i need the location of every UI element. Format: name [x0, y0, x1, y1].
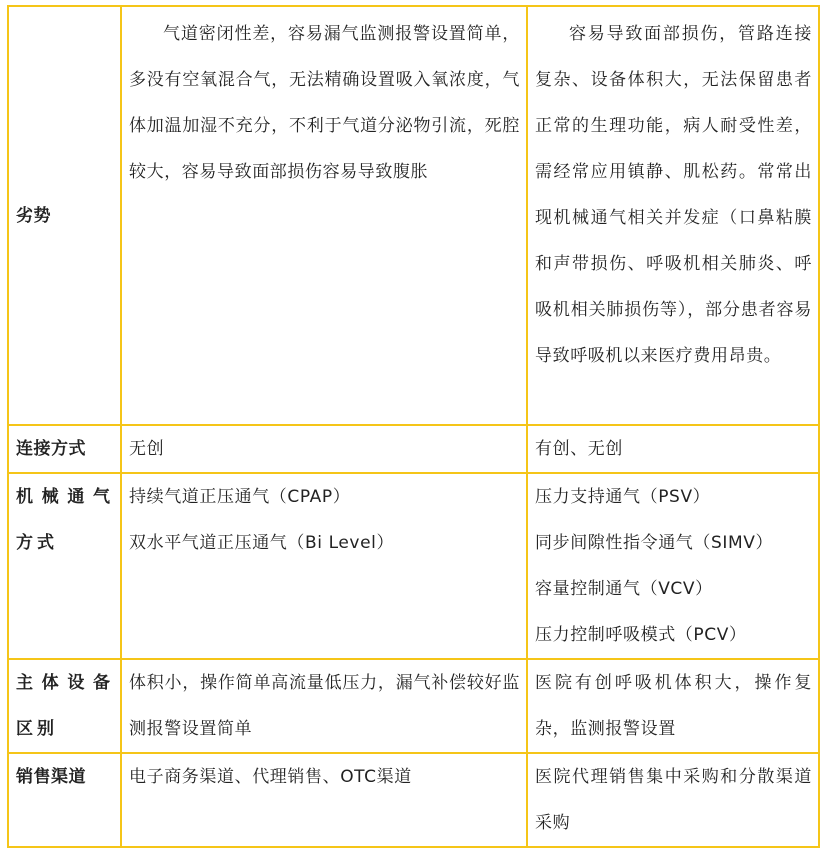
- cell-text: 电子商务渠道、代理销售、OTC渠道: [129, 767, 412, 787]
- list-item: 压力支持通气（PSV）: [535, 487, 711, 507]
- list-item: 持续气道正压通气（CPAP）: [129, 487, 351, 507]
- row-label: 劣势: [8, 6, 121, 425]
- table-cell: [527, 425, 819, 473]
- row-label: 机械通气方式: [8, 473, 121, 659]
- cell-text: 有创、无创: [535, 439, 623, 459]
- table-cell: [527, 6, 819, 425]
- cell-text: 医院代理销售集中采购和分散渠道采购: [535, 767, 812, 833]
- table-cell: [527, 659, 819, 753]
- table-cell: [121, 753, 527, 847]
- cell-text: 医院有创呼吸机体积大，操作复杂，监测报警设置: [535, 673, 812, 739]
- row-label: 连接方式: [8, 425, 121, 473]
- comparison-table: [7, 5, 820, 848]
- cell-text: 体积小，操作简单高流量低压力，漏气补偿较好监测报警设置简单: [129, 673, 520, 739]
- table-row: [8, 425, 819, 473]
- table-row: [8, 659, 819, 753]
- table-cell: [527, 473, 819, 659]
- table-cell: [121, 473, 527, 659]
- table-row: [8, 473, 819, 659]
- cell-text: 容易导致面部损伤，管路连接复杂、设备体积大，无法保留患者正常的生理功能，病人耐受性差，需经常应用镇静、肌松药。常常出现机械通气相关并发症（口鼻粘膜和声带损伤、呼吸机相关肺炎、呼吸机相关肺损伤等），部分患者容易导致呼吸机以来医疗费用昂贵。: [535, 24, 812, 366]
- list-item: 容量控制通气（VCV）: [535, 579, 713, 599]
- cell-text: 气道密闭性差，容易漏气监测报警设置简单，多没有空氧混合气，无法精确设置吸入氧浓度，气体加温加湿不充分，不利于气道分泌物引流，死腔较大，容易导致面部损伤容易导致腹胀: [129, 24, 520, 182]
- list-item: 双水平气道正压通气（Bi Level）: [129, 533, 395, 553]
- table-row: [8, 753, 819, 847]
- list-item: 同步间隙性指令通气（SIMV）: [535, 533, 774, 553]
- table-cell: [121, 6, 527, 425]
- table-cell: [121, 425, 527, 473]
- cell-text: 无创: [129, 439, 165, 459]
- row-label: 销售渠道: [8, 753, 121, 847]
- table-row: [8, 6, 819, 425]
- list-item: 压力控制呼吸模式（PCV）: [535, 625, 747, 645]
- table-cell: [527, 753, 819, 847]
- row-label: 主体设备区别: [8, 659, 121, 753]
- table-cell: [121, 659, 527, 753]
